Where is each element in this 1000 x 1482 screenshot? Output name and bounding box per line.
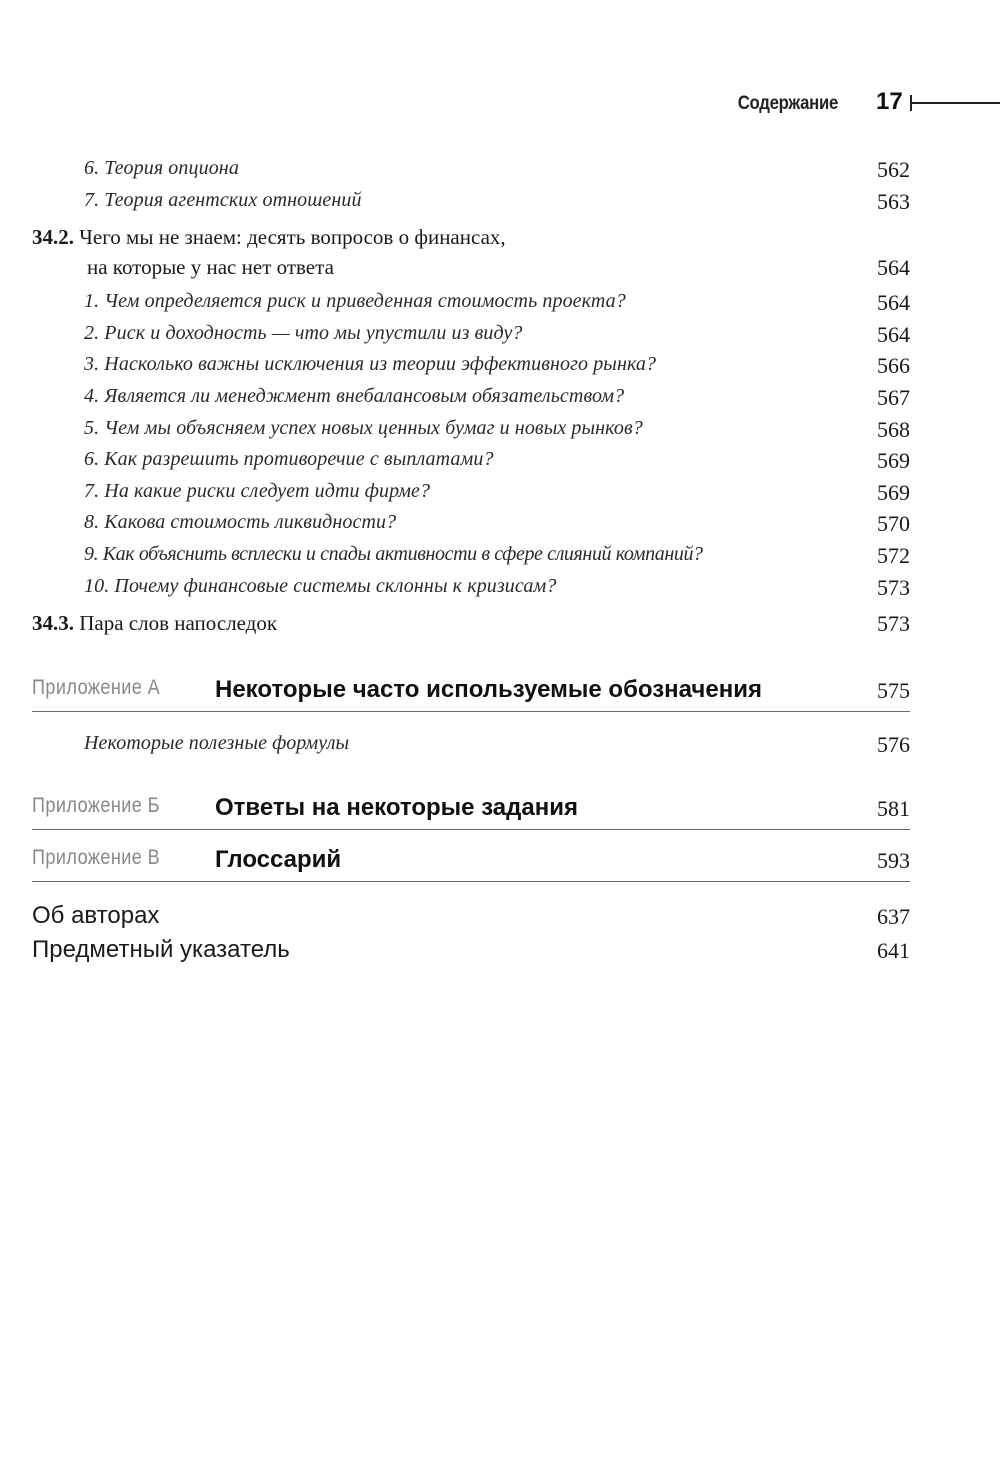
toc-entry-label: 3. Насколько важны исключения из теории эффективного рынка?: [84, 353, 657, 375]
section-number: 34.3.: [32, 611, 74, 635]
toc-entry-page: 570: [877, 511, 910, 536]
toc-entry-label: Об авторах: [32, 902, 160, 929]
appendix-title: Ответы на некоторые задания: [215, 794, 578, 821]
toc-entry-page: 637: [877, 904, 910, 929]
toc-entry-label: 7. На какие риски следует идти фирме?: [84, 480, 431, 502]
toc-entry-page: 572: [877, 543, 910, 568]
header-rule: [911, 102, 1000, 104]
section-number: 34.2.: [32, 225, 74, 249]
toc-entry-page: 593: [877, 848, 910, 873]
toc-entry-label: 4. Является ли менеджмент внебалансовым обязательством?: [84, 385, 625, 407]
toc-entry-label: 9. Как объяснить всплески и спады активности в сфере слияний компаний?: [84, 543, 703, 565]
toc-entry-label: Некоторые полезные формулы: [84, 732, 350, 754]
appendix-label: Приложение Б: [32, 794, 160, 817]
toc-entry-label: 5. Чем мы объясняем успех новых ценных бумаг и новых рынков?: [84, 417, 643, 439]
divider: [32, 829, 910, 830]
toc-entry-page: 581: [877, 796, 910, 821]
toc-entry-page: 566: [877, 353, 910, 378]
toc-entry-page: 567: [877, 385, 910, 410]
running-head-title: Содержание: [737, 93, 838, 114]
toc-entry-page: 563: [877, 189, 910, 214]
section-title-line2: на которые у нас нет ответа: [87, 255, 334, 279]
appendix-title: Некоторые часто используемые обозначения: [215, 676, 762, 703]
toc-entry-label: 2. Риск и доходность — что мы упустили из виду?: [84, 322, 523, 344]
toc-entry-label: Предметный указатель: [32, 936, 290, 963]
running-head-page-number: 17: [876, 88, 903, 115]
toc-entry-page: 569: [877, 480, 910, 505]
toc-entry-page: 569: [877, 448, 910, 473]
page-header: [0, 86, 1000, 120]
toc-entry-label: 6. Теория опциона: [84, 157, 239, 179]
toc-entry-page: 575: [877, 678, 910, 703]
appendix-title: Глоссарий: [215, 846, 342, 873]
toc-entry-page: 573: [877, 611, 910, 636]
toc-entry-page: 564: [877, 290, 910, 315]
toc-entry-label: 10. Почему финансовые системы склонны к кризисам?: [84, 575, 557, 597]
toc-entry-page: 576: [877, 732, 910, 757]
section-heading: [32, 225, 506, 250]
section-title: Пара слов напоследок: [79, 611, 278, 635]
toc-entry-page: 564: [877, 322, 910, 347]
toc-entry-label: 1. Чем определяется риск и приведенная стоимость проекта?: [84, 290, 626, 312]
section-heading: [32, 611, 277, 636]
divider: [32, 881, 910, 882]
appendix-label: Приложение В: [32, 846, 161, 869]
toc-entry-page: 568: [877, 417, 910, 442]
appendix-label: Приложение А: [32, 676, 161, 699]
toc-entry-page: 564: [877, 255, 910, 280]
divider: [32, 711, 910, 712]
toc-entry-label: 8. Какова стоимость ликвидности?: [84, 511, 397, 533]
toc-entry-page: 562: [877, 157, 910, 182]
toc-entry-label: 6. Как разрешить противоречие с выплатами?: [84, 448, 494, 470]
toc-entry-label: 7. Теория агентских отношений: [84, 189, 362, 211]
toc-entry-page: 641: [877, 938, 910, 963]
section-title-line1: Чего мы не знаем: десять вопросов о финансах,: [79, 225, 506, 249]
toc-entry-page: 573: [877, 575, 910, 600]
